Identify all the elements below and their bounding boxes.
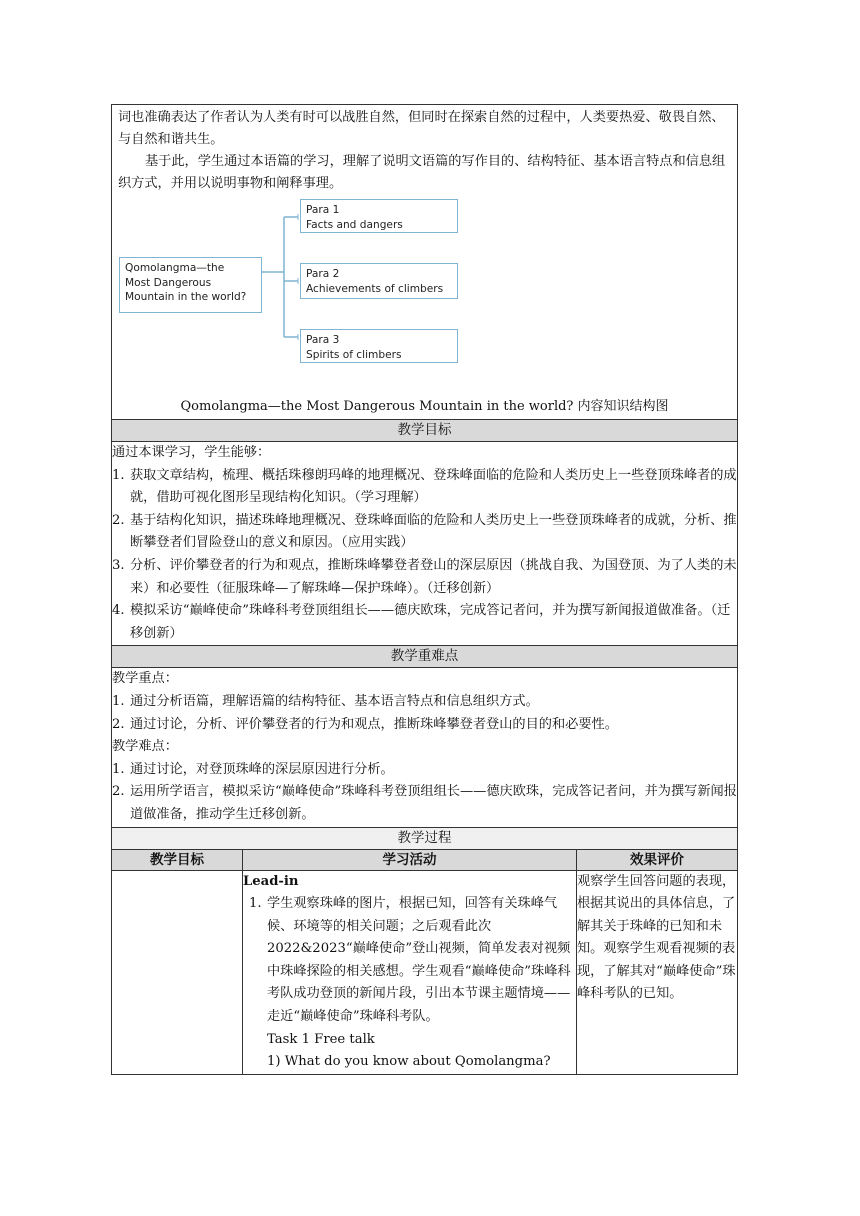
table-row [112, 870, 738, 1074]
objective-number: 4. [112, 603, 125, 619]
key-label: 教学重点： [112, 671, 178, 687]
key-item [112, 714, 737, 737]
difficulty-text: 通过讨论，对登顶珠峰的深层原因进行分析。 [130, 761, 394, 777]
diagram-para-1-box [300, 199, 458, 233]
key-text: 通过讨论，分析、评价攀登者的行为和观点，推断珠峰攀登者登山的目的和必要性。 [130, 716, 618, 732]
diagram-root-line-2: Most Dangerous [125, 276, 212, 289]
column-header-activity: 学习活动 [243, 849, 577, 870]
diagram-root-line-3: Mountain in the world? [125, 291, 247, 303]
objective-item [112, 510, 737, 555]
structure-diagram [112, 197, 737, 397]
column-header-objective: 教学目标 [112, 849, 243, 870]
difficulty-item [112, 781, 737, 826]
objective-text: 获取文章结构，梳理、概括珠穆朗玛峰的地理概况、登珠峰面临的危险和人类历史上一些登顶珠峰者的成就，借助可视化图形呈现结构化知识。（学习理解） [130, 467, 737, 506]
objective-item [112, 555, 737, 600]
key-number: 1. [112, 693, 125, 709]
objectives-heading: 教学目标 [112, 420, 738, 442]
objective-item [112, 600, 737, 645]
para-1-label: Para 1 [306, 204, 340, 216]
keypoints-heading: 教学重难点 [112, 646, 738, 668]
intro-paragraph-1: 词也准确表达了作者认为人类有时可以战胜自然，但同时在探索自然的过程中，人类要热爱、敬畏自然、与自然和谐共生。 [118, 110, 725, 147]
objective-text: 模拟采访“巅峰使命”珠峰科考登顶组组长——德庆欧珠，完成答记者问，并为撰写新闻报道做准备。（迁移创新） [130, 603, 731, 641]
activity-text: 学生观察珠峰的图片，根据已知，回答有关珠峰气候、环境等的相关问题；之后观看此次2022&2023“巅峰使命”登山视频，简单发表对视频中珠峰探险的相关感想。学生观看“巅峰使命”珠峰科考队成功登顶的新闻片段，引出本节课主题情境——走近“巅峰使命”珠峰科考队。 [267, 896, 571, 1025]
objective-cell [112, 870, 243, 1074]
diagram-caption: Qomolangma—the Most Dangerous Mountain in the world? 内容知识结构图 [180, 399, 669, 414]
objectives-lead: 通过本课学习，学生能够： [112, 445, 271, 460]
key-item [112, 691, 737, 714]
difficulty-number: 2. [112, 784, 125, 800]
key-text: 通过分析语篇，理解语篇的结构特征、基本语言特点和信息组织方式。 [130, 693, 539, 709]
task-question: 1) What do you know about Qomolangma? [267, 1054, 551, 1070]
objective-text: 基于结构化知识，描述珠峰地理概况、登珠峰面临的危险和人类历史上一些登顶珠峰者的成就，分析、推断攀登者们冒险登山的意义和原因。（应用实践） [130, 512, 737, 551]
objective-text: 分析、评价攀登者的行为和观点，推断珠峰攀登者登山的深层原因（挑战自我、为国登顶、为了人类的未来）和必要性（征服珠峰—了解珠峰—保护珠峰）。（迁移创新） [130, 557, 737, 596]
objective-number: 3. [112, 557, 125, 573]
difficulty-label: 教学难点： [112, 739, 178, 755]
difficulty-text: 运用所学语言，模拟采访“巅峰使命”珠峰科考登顶组组长——德庆欧珠，完成答记者问，并为撰写新闻报道做准备，推动学生迁移创新。 [130, 784, 737, 822]
objectives-cell [112, 442, 738, 646]
lesson-plan-table [111, 104, 738, 1075]
difficulty-item [112, 759, 737, 782]
para-3-title: Spirits of climbers [306, 348, 402, 361]
activity-item [243, 893, 576, 1029]
key-number: 2. [112, 716, 125, 732]
evaluation-cell: 观察学生回答问题的表现，根据其说出的具体信息，了解其关于珠峰的已知和未知。观察学生观看视频的表现，了解其对“巅峰使命”珠峰科考队的已知。 [577, 870, 738, 1074]
column-header-evaluation: 效果评价 [577, 849, 738, 870]
document-page [111, 104, 737, 1075]
process-heading: 教学过程 [112, 827, 738, 849]
intro-cell [112, 105, 738, 420]
difficulty-number: 1. [112, 761, 125, 777]
objective-number: 1. [112, 467, 125, 483]
objective-number: 2. [112, 512, 125, 528]
objective-item [112, 465, 737, 510]
para-1-title: Facts and dangers [306, 218, 403, 231]
diagram-root-line-1: Qomolangma—the [125, 262, 225, 274]
intro-paragraph-2: 基于此，学生通过本语篇的学习，理解了说明文语篇的写作目的、结构特征、基本语言特点和信息组织方式，并用以说明事物和阐释事理。 [118, 154, 726, 191]
diagram-root-box [119, 257, 262, 313]
para-2-label: Para 2 [306, 268, 340, 280]
diagram-para-3-box [300, 329, 458, 363]
activity-number: 1. [249, 896, 262, 912]
task-title: Task 1 Free talk [267, 1031, 375, 1047]
keypoints-cell [112, 668, 738, 827]
activity-cell [243, 870, 577, 1074]
diagram-para-2-box [300, 263, 458, 299]
para-3-label: Para 3 [306, 334, 340, 346]
lead-in-title: Lead-in [243, 873, 299, 889]
para-2-title: Achievements of climbers [306, 282, 444, 295]
